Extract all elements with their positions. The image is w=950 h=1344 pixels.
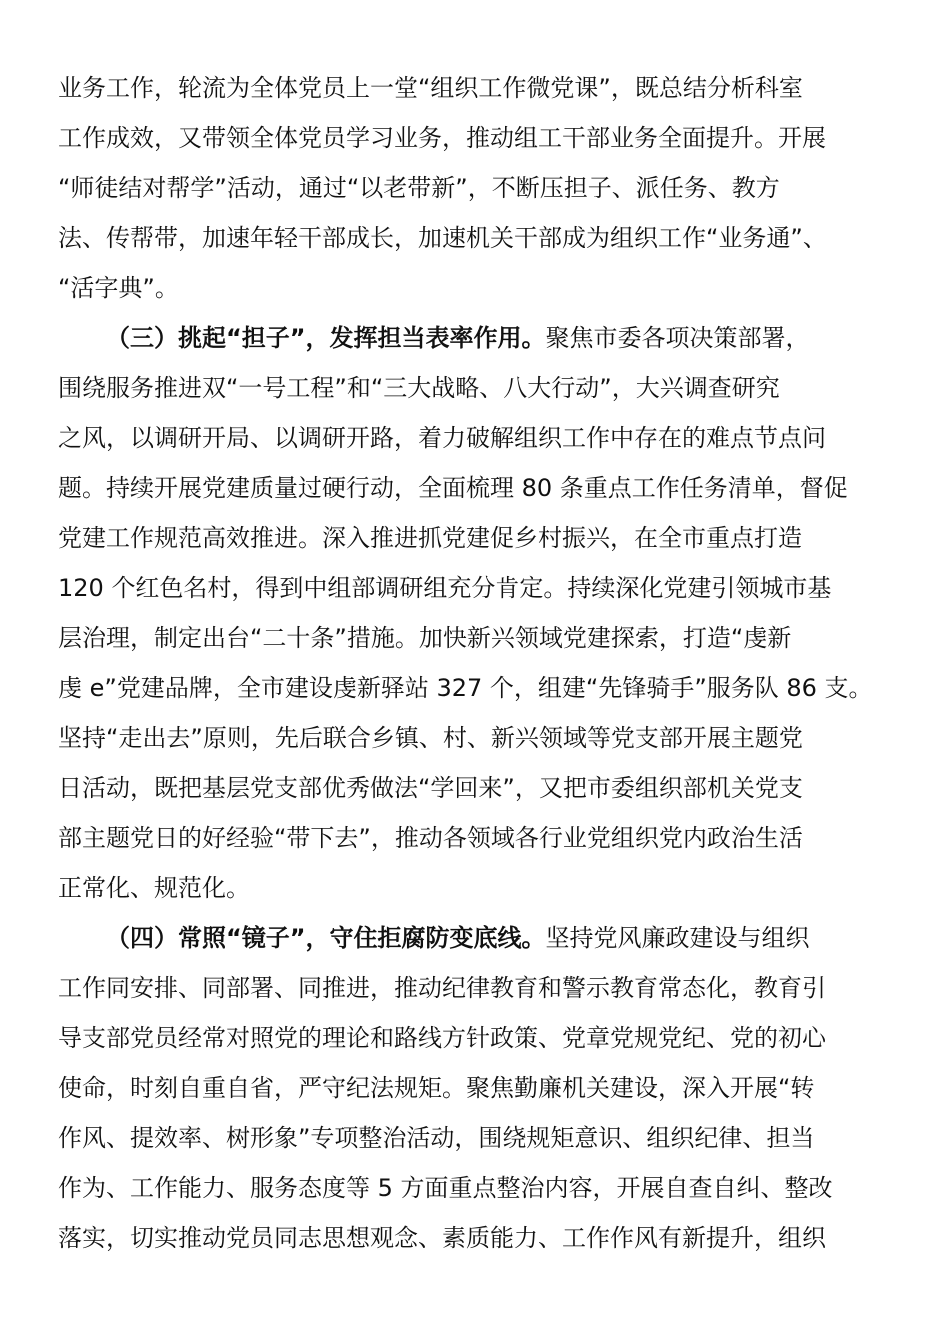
paragraph-line: “师徒结对帮学”活动，通过“以老带新”，不断压担子、派任务、教方 xyxy=(58,174,780,202)
section-heading-three: （三）挑起“担子”，发挥担当表率作用。 xyxy=(106,324,546,352)
paragraph-line: 围绕服务推进双“一号工程”和“三大战略、八大行动”，大兴调查研究 xyxy=(58,374,780,402)
paragraph-first-line xyxy=(106,322,810,354)
paragraph-first-line xyxy=(106,922,810,954)
paragraph-line: “活字典”。 xyxy=(58,274,179,302)
paragraph-line: 业务工作，轮流为全体党员上一堂“组织工作微党课”，既总结分析科室 xyxy=(58,74,803,102)
paragraph-line: 120 个红色名村，得到中组部调研组充分肯定。持续深化党建引领城市基 xyxy=(58,574,832,602)
paragraph-line: 作为、工作能力、服务态度等 5 方面重点整治内容，开展自查自纠、整改 xyxy=(58,1174,833,1202)
paragraph-line: 题。持续开展党建质量过硬行动，全面梳理 80 条重点工作任务清单，督促 xyxy=(58,474,848,502)
paragraph-line: 作风、提效率、树形象”专项整治活动，围绕规矩意识、组织纪律、担当 xyxy=(58,1124,815,1152)
paragraph-line: 党建工作规范高效推进。深入推进抓党建促乡村振兴，在全市重点打造 xyxy=(58,524,802,552)
paragraph-text: 坚持党风廉政建设与组织 xyxy=(545,924,810,952)
paragraph-text: 聚焦市委各项决策部署， xyxy=(545,324,810,352)
paragraph-line: 日活动，既把基层党支部优秀做法“学回来”，又把市委组织部机关党支 xyxy=(58,774,803,802)
section-heading-four: （四）常照“镜子”，守住拒腐防变底线。 xyxy=(106,924,546,952)
paragraph-line: 虔 e”党建品牌，全市建设虔新驿站 327 个，组建“先锋骑手”服务队 86 支。 xyxy=(58,674,873,702)
paragraph-line: 层治理，制定出台“二十条”措施。加快新兴领域党建探索，打造“虔新 xyxy=(58,624,792,652)
paragraph-line: 之风，以调研开局、以调研开路，着力破解组织工作中存在的难点节点问 xyxy=(58,424,826,452)
paragraph-line: 部主题党日的好经验“带下去”，推动各领域各行业党组织党内政治生活 xyxy=(58,824,803,852)
paragraph-line: 法、传帮带，加速年轻干部成长，加速机关干部成为组织工作“业务通”、 xyxy=(58,224,827,252)
paragraph-line: 正常化、规范化。 xyxy=(58,874,250,902)
paragraph-line: 工作同安排、同部署、同推进，推动纪律教育和警示教育常态化，教育引 xyxy=(58,974,826,1002)
paragraph-line: 导支部党员经常对照党的理论和路线方针政策、党章党规党纪、党的初心 xyxy=(58,1024,826,1052)
paragraph-line: 坚持“走出去”原则，先后联合乡镇、村、新兴领域等党支部开展主题党 xyxy=(58,724,803,752)
paragraph-line: 使命，时刻自重自省，严守纪法规矩。聚焦勤廉机关建设，深入开展“转 xyxy=(58,1074,815,1102)
paragraph-line: 工作成效，又带领全体党员学习业务，推动组工干部业务全面提升。开展 xyxy=(58,124,826,152)
paragraph-line: 落实，切实推动党员同志思想观念、素质能力、工作作风有新提升，组织 xyxy=(58,1224,826,1252)
